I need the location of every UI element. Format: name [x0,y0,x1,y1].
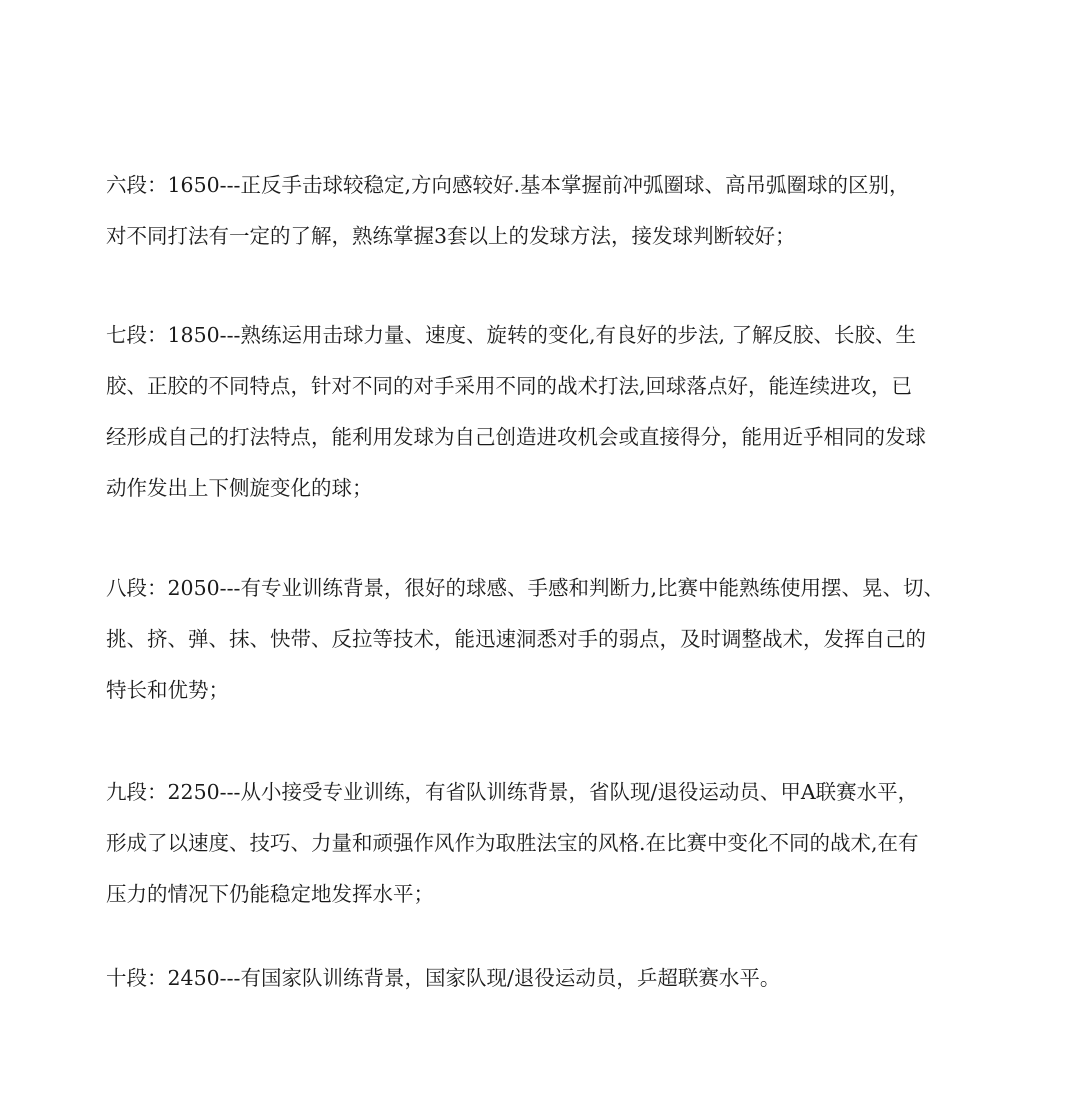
paragraph-dan-7 [106,310,1006,514]
paragraph-dan-9 [106,767,1006,920]
text-line: 胶、正胶的不同特点，针对不同的对手采用不同的战术打法,回球落点好，能连续进攻，已 [106,374,913,398]
text-line: 十段：2450---有国家队训练背景，国家队现/退役运动员，乒超联赛水平。 [106,966,781,990]
text-line: 六段：1650---正反手击球较稳定,方向感较好.基本掌握前冲弧圈球、高吊弧圈球的区别， [106,173,910,197]
text-line: 特长和优势； [106,678,229,702]
text-line: 九段：2250---从小接受专业训练，有省队训练背景，省队现/退役运动员、甲A联赛水平， [106,780,919,804]
paragraph-dan-8 [106,563,1006,716]
text-line: 动作发出上下侧旋变化的球； [106,476,373,500]
text-line: 七段：1850---熟练运用击球力量、速度、旋转的变化,有良好的步法, 了解反胶、长胶、生 [106,323,916,347]
text-line: 对不同打法有一定的了解，熟练掌握3套以上的发球方法，接发球判断较好； [106,224,796,248]
text-line: 经形成自己的打法特点，能利用发球为自己创造进攻机会或直接得分，能用近乎相同的发球 [106,425,926,449]
text-line: 压力的情况下仍能稳定地发挥水平； [106,882,434,906]
paragraph-dan-6 [106,160,1006,262]
text-line: 挑、挤、弹、抹、快带、反拉等技术，能迅速洞悉对手的弱点，及时调整战术，发挥自己的 [106,627,926,651]
paragraph-dan-10 [106,953,1006,1004]
text-line: 八段：2050---有专业训练背景，很好的球感、手感和判断力,比赛中能熟练使用摆、晃、切、 [106,576,944,600]
text-line: 形成了以速度、技巧、力量和顽强作风作为取胜法宝的风格.在比赛中变化不同的战术,在有 [106,831,919,855]
